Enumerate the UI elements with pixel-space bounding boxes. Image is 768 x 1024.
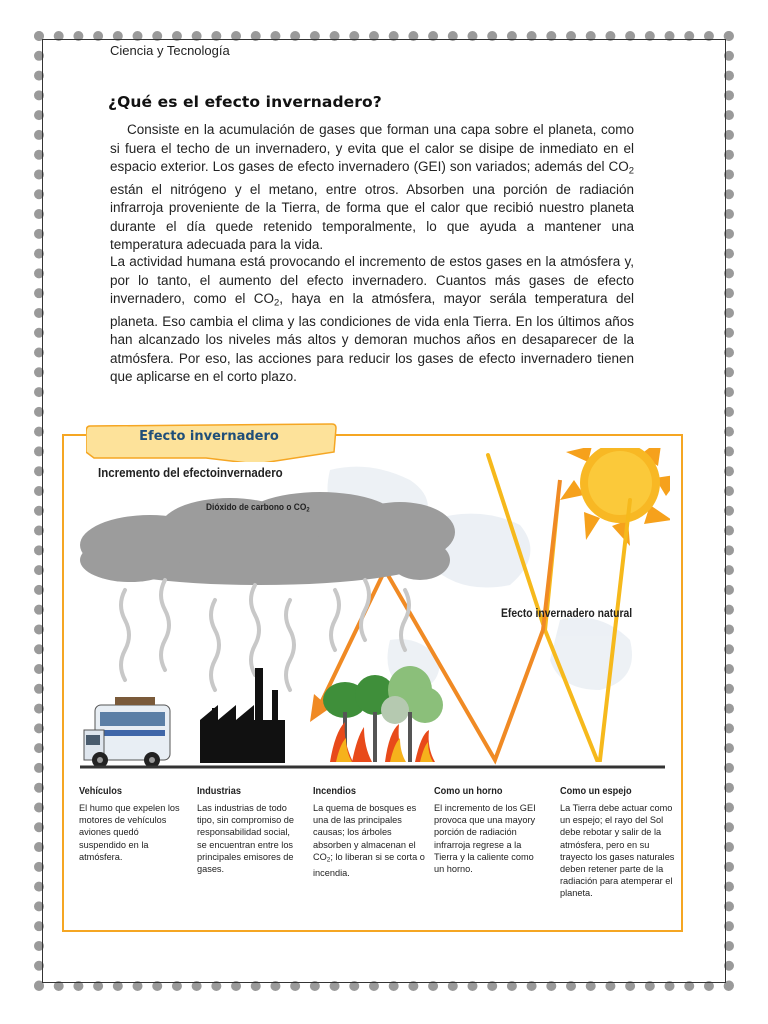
- caption-horno: [434, 786, 546, 875]
- diagram-title: Incremento del efectoinvernadero: [98, 466, 283, 480]
- subject-header: Ciencia y Tecnología: [110, 43, 230, 58]
- natural-effect-label: Efecto invernadero natural: [501, 608, 633, 620]
- smoke-wisps: [121, 580, 409, 690]
- burning-trees-icon: [323, 666, 443, 762]
- co2-label: Dióxido de carbono o $CO_2$: [206, 502, 310, 514]
- caption-title: Vehículos: [79, 786, 122, 797]
- sun-icon: [560, 448, 670, 546]
- caption-text: La Tierra debe actuar como un espejo; el rayo del Sol debe rebotar y salir de la atmósfera, pero en su trayecto los gases naturales deben retener parte de la radiación para atemperar el planeta.: [560, 803, 675, 899]
- caption-incendios: [313, 786, 425, 879]
- caption-title: Como un espejo: [560, 786, 632, 797]
- paragraph-2: La actividad humana está provocando el incremento de estos gases en la atmósfera y, por lo tanto, el aumento del efecto invernadero. Cuantos más gases de efecto invernadero, como el $CO_2$, haya en la atmósfera, mayor serála temperatura del planeta. Eso cambia el clima y las condiciones de vida enla Tierra. En los últimos años han alcanzado los niveles más altos y demoran muchos años en desaparecer de la atmósfera. Por eso, las acciones para reducir los gases de efecto invernadero tienen que aplicarse en el corto plazo.: [110, 254, 634, 385]
- article-title: ¿Qué es el efecto invernadero?: [108, 93, 382, 111]
- caption-title: Industrias: [197, 786, 241, 797]
- bus-icon: [84, 697, 170, 768]
- figure-tab-label: Efecto invernadero: [139, 429, 279, 444]
- caption-text: El humo que expelen los motores de vehículos aviones quedó suspendido en la atmósfera.: [79, 803, 180, 862]
- caption-text: La quema de bosques es una de las principales causas; los árboles absorben y almacenan el $CO_2$; lo liberan si se corta o incendia.: [313, 803, 425, 878]
- caption-espejo: [560, 786, 676, 900]
- caption-vehiculos: [79, 786, 183, 863]
- caption-text: Las industrias de todo tipo, sin compromiso de responsabilidad social, se encuentran entre los principales emisores de gases.: [197, 803, 295, 875]
- paragraph-1: Consiste en la acumulación de gases que forman una capa sobre el planeta, como si fuera el techo de un invernadero, y evita que el calor se disipe de inmediato en el espacio exterior. Los gases de efecto invernadero (GEI) son variados; además del $CO_2$ están el nitrógeno y el metano, entre otros. Absorben una porción de radiación infrarroja proveniente de la Tierra, de forma que el calor que recibió nuestro planeta durante el día quede retenido temporalmente, lo que ayuda a mantener una temperatura adecuada para la vida.: [110, 122, 634, 253]
- caption-industrias: [197, 786, 301, 875]
- caption-text: El incremento de los GEI provoca que una mayory porción de radiación infrarroja regrese a la Tierra y la caliente como un horno.: [434, 803, 536, 875]
- caption-title: Incendios: [313, 786, 356, 797]
- caption-title: Como un horno: [434, 786, 503, 797]
